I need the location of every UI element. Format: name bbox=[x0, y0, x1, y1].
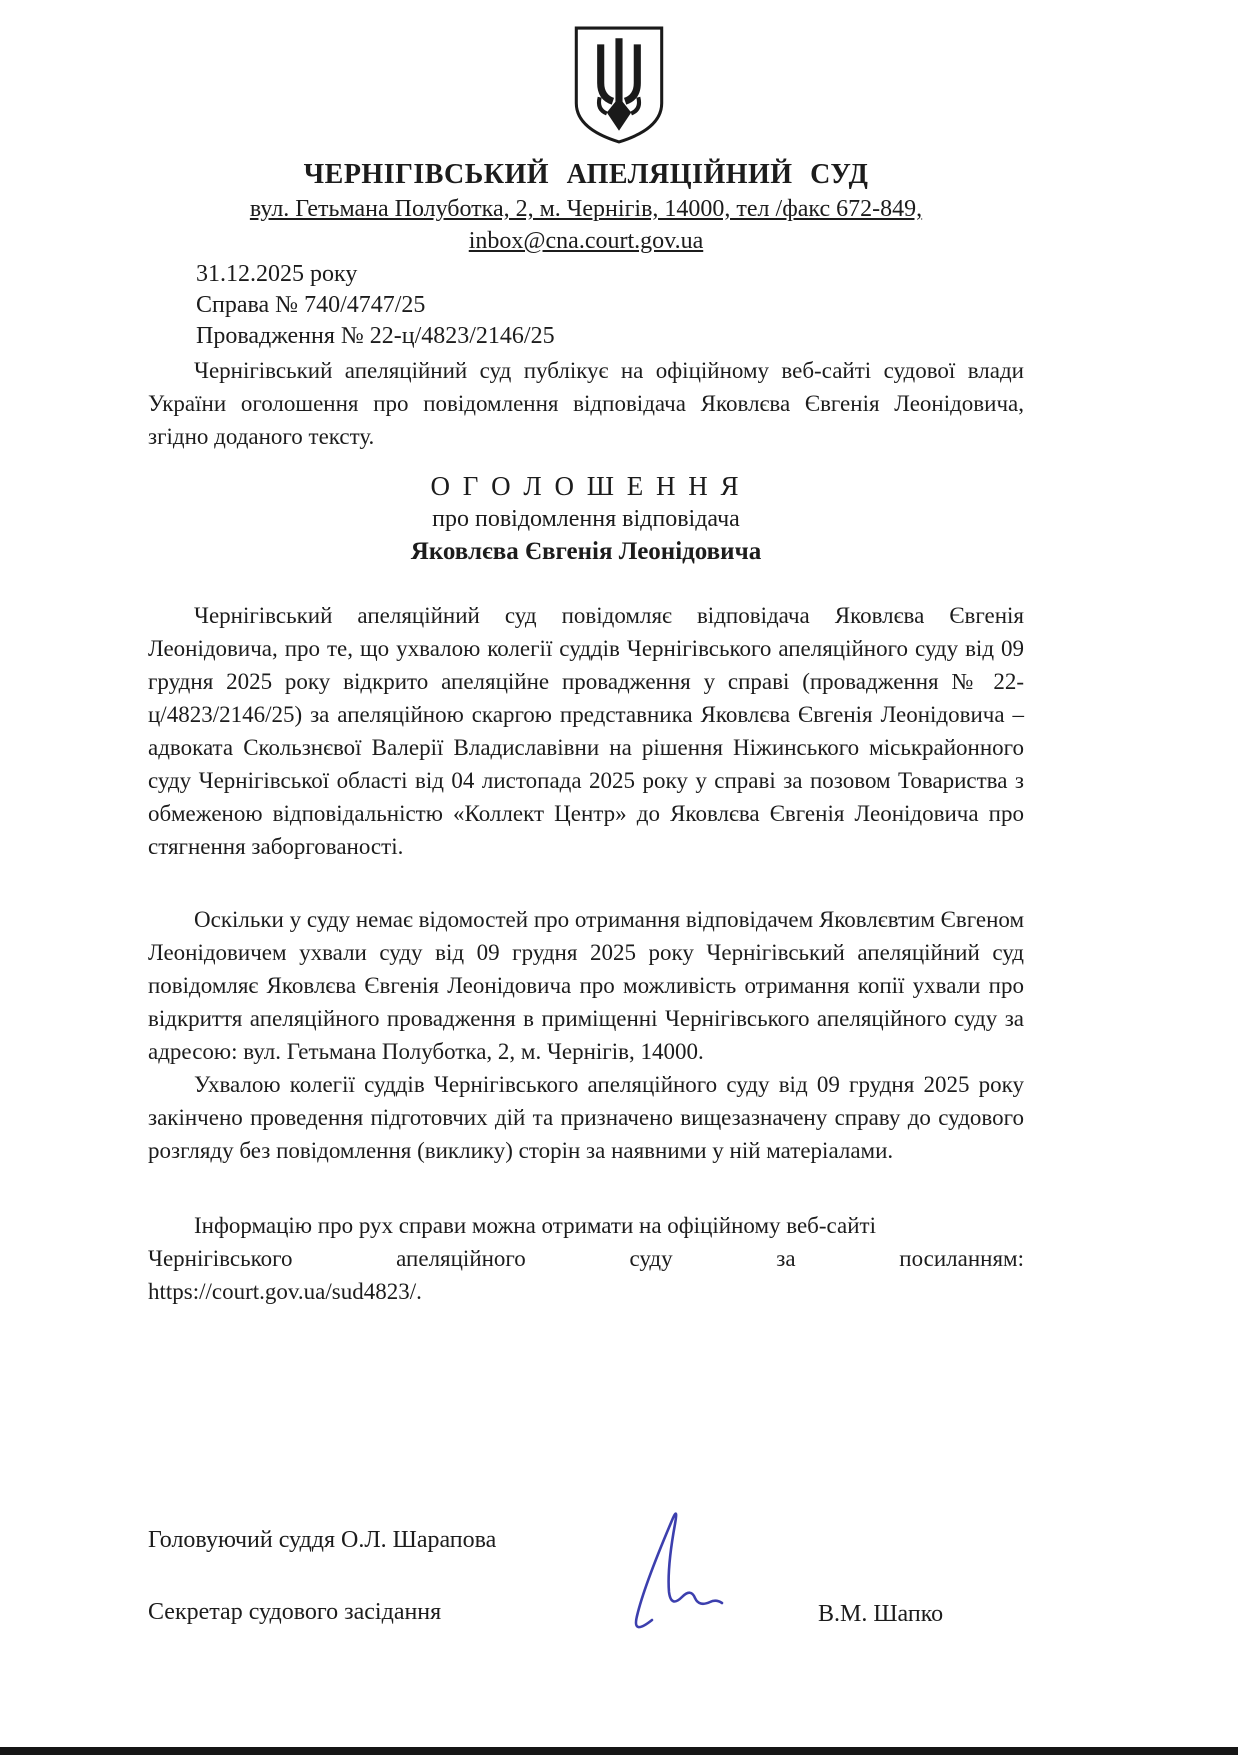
handwritten-signature bbox=[622, 1502, 737, 1637]
body-paragraph-3: Ухвалою колегії суддів Чернігівського апеляційного суду від 09 грудня 2025 року закінчено проведення підготовчих дій та призначено вищезазначену справу до судового розгляду без повідомлення (виклику) сторін за наявними у ній матеріалами. bbox=[148, 1072, 1024, 1163]
letter-content bbox=[0, 157, 1238, 1308]
announcement-title: О Г О Л О Ш Е Н Н Я bbox=[430, 471, 742, 501]
info-line-2: Чернігівського апеляційного суду за посиланням: bbox=[148, 1246, 1024, 1271]
proceeding-number: Провадження № 22-ц/4823/2146/25 bbox=[196, 323, 555, 349]
signature-ink-path bbox=[636, 1514, 722, 1627]
intro-paragraph: Чернігівський апеляційний суд публікує на офіційному веб-сайті судової влади України оголошення про повідомлення відповідача Яковлєва Євгенія Леонідовича, згідно доданого тексту. bbox=[148, 358, 1024, 449]
respondent-name: Яковлєва Євгенія Леонідовича bbox=[410, 538, 762, 565]
emblem-container bbox=[543, 24, 695, 151]
case-number: Справа № 740/4747/25 bbox=[196, 292, 426, 318]
judge-signature-line: Головуючий суддя О.Л. Шарапова bbox=[148, 1527, 497, 1553]
court-name-heading: ЧЕРНІГІВСЬКИЙ АПЕЛЯЦІЙНИЙ СУД bbox=[303, 159, 869, 190]
announcement-heading-block bbox=[148, 469, 1024, 569]
letter-meta-block bbox=[148, 259, 1024, 352]
scan-edge-artifact bbox=[0, 1747, 1238, 1755]
secretary-name: В.М. Шапко bbox=[818, 1601, 944, 1627]
secretary-signature-line: Секретар судового засідання bbox=[148, 1599, 442, 1625]
announcement-subtitle: про повідомлення відповідача bbox=[432, 506, 740, 532]
court-email: inbox@cna.court.gov.ua bbox=[468, 228, 704, 254]
body-paragraph-2: Оскільки у суду немає відомостей про отримання відповідачем Яковлєвтим Євгеном Леонідовичем ухвали суду від 09 грудня 2025 року Чернігівський апеляційний суд повідомляє Яковлєва Євгенія Леонідовича про можливість отримання копії ухвали про відкриття апеляційного провадження в приміщенні Чернігівського апеляційного суду за адресою: вул. Гетьмана Полуботка, 2, м. Чернігів, 14000. bbox=[148, 907, 1024, 1064]
court-address-line: вул. Гетьмана Полуботка, 2, м. Чернігів, 14000, тел /факс 672-849, bbox=[249, 196, 923, 222]
body-paragraph-1: Чернігівський апеляційний суд повідомляє відповідача Яковлєва Євгенія Леонідовича, про те, що ухвалою колегії суддів Чернігівського апеляційного суду від 09 грудня 2025 року відкрито апеляційне провадження у справі (провадження № 22-ц/4823/2146/25) за апеляційною скаргою представника Яковлєва Євгенія Леонідовича – адвоката Скользнєвої Валерії Владиславівни на рішення Ніжинського міськрайонного суду Чернігівської області від 04 листопада 2025 року у справі за позовом Товариства з обмеженою відповідальністю «Коллект Центр» до Яковлєва Євгенія Леонідовича про стягнення заборгованості. bbox=[148, 603, 1024, 859]
info-line-1: Інформацію про рух справи можна отримати на офіційному веб-сайті bbox=[194, 1213, 876, 1238]
court-website-url: https://court.gov.ua/sud4823/. bbox=[148, 1279, 422, 1304]
ukraine-trident-emblem bbox=[543, 24, 695, 146]
info-paragraph bbox=[148, 1209, 1024, 1308]
letter-date: 31.12.2025 року bbox=[196, 261, 358, 287]
